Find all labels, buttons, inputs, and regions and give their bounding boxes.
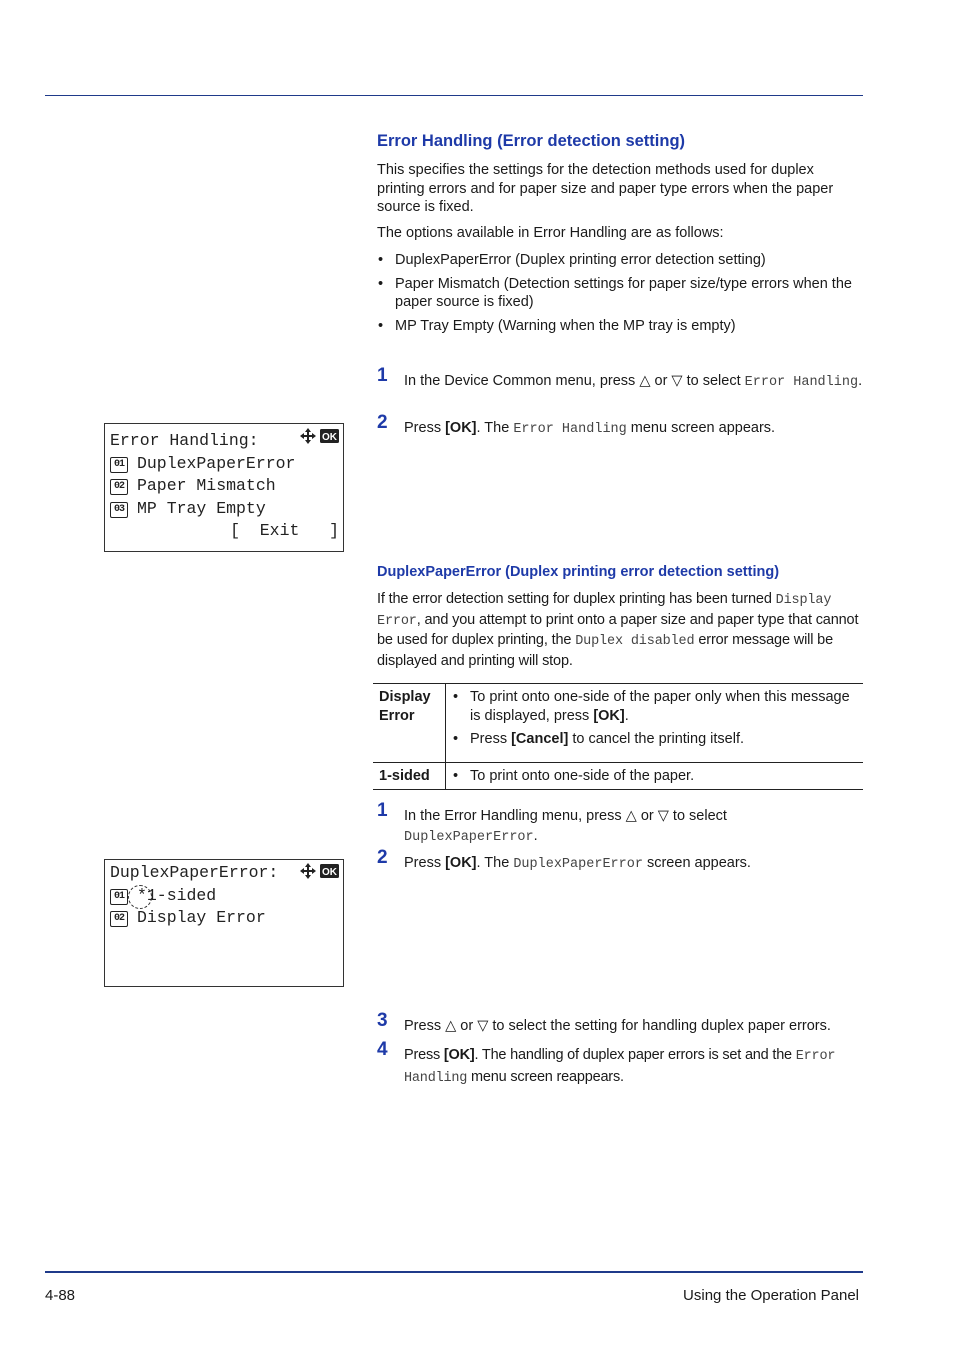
svg-text:OK: OK [322, 867, 337, 878]
header-rule [45, 95, 863, 96]
step-1: 1 In the Device Common menu, press △ or ▽ to select Error Handling. [377, 365, 863, 390]
step-3: 3 Press △ or ▽ to select the setting for handling duplex paper errors. [377, 1010, 831, 1034]
options-list [377, 251, 863, 340]
lcd-menu-item: 03 MP Tray Empty [110, 498, 339, 520]
lcd-menu-item: 02 Paper Mismatch [110, 475, 339, 497]
lcd-menu-item: 01 DuplexPaperError [110, 453, 339, 475]
step-number: 4 [377, 1039, 388, 1060]
list-item: • MP Tray Empty (Warning when the MP tray is empty) [377, 317, 863, 336]
table-label: 1-sided [373, 762, 446, 790]
list-item: • To print onto one-side of the paper. [452, 767, 857, 786]
step-2: 2 Press [OK]. The DuplexPaperError screen appears. [377, 847, 751, 872]
step-number: 2 [377, 412, 388, 433]
nav-ok-icon [300, 427, 340, 445]
code-text: Duplex disabled [575, 634, 695, 649]
step-number: 3 [377, 1010, 388, 1031]
step-2: 2 Press [OK]. The Error Handling menu screen appears. [377, 412, 776, 437]
section-heading-error-handling: Error Handling (Error detection setting) [377, 132, 686, 150]
duplex-paragraph: If the error detection setting for duplex printing has been turned Display Error, and you attempt to print onto a paper size and paper type that cannot be used for duplex printing, the Duplex disabled error message will be displayed and printing will stop. [377, 591, 859, 669]
lcd-duplex-paper-error-screen [104, 859, 344, 987]
table-label: Display Error [373, 684, 446, 763]
nav-ok-icon [300, 862, 340, 880]
svg-text:OK: OK [322, 432, 337, 443]
footer-rule [45, 1271, 863, 1273]
table-row [373, 762, 863, 790]
lcd-error-handling-screen [104, 423, 344, 552]
step-number: 1 [377, 800, 388, 821]
selection-highlight [128, 885, 152, 909]
lcd-exit-softkey: [ Exit ] [230, 521, 339, 540]
table-row [373, 684, 863, 763]
code-text: Error Handling [513, 422, 627, 437]
lcd-menu-item-selected: 01 *1-sided [110, 885, 339, 907]
code-text: DuplexPaperError [513, 857, 643, 872]
code-text: DuplexPaperError [404, 830, 534, 845]
list-item: • Press [Cancel] to cancel the printing itself. [452, 730, 857, 749]
settings-table [373, 683, 863, 790]
step-number: 1 [377, 365, 388, 386]
options-lead: The options available in Error Handling are as follows: [377, 225, 724, 241]
step-number: 2 [377, 847, 388, 868]
step-1: 1 In the Error Handling menu, press △ or ▽ to select DuplexPaperError. [377, 800, 727, 845]
step-4: 4 Press [OK]. The handling of duplex paper errors is set and the Error Handling menu screen reappears. [377, 1039, 836, 1086]
list-item: • DuplexPaperError (Duplex printing error detection setting) [377, 251, 863, 270]
code-text: Error Handling [404, 1049, 836, 1086]
lcd-title: DuplexPaperError: [110, 863, 279, 882]
lcd-title: Error Handling: [110, 431, 259, 450]
lcd-menu-item: 02 Display Error [110, 907, 339, 929]
intro-paragraph: This specifies the settings for the detection methods used for duplex printing errors and for paper size and paper type errors when the paper source is fixed. [377, 162, 834, 215]
section-heading-duplex-paper-error: DuplexPaperError (Duplex printing error detection setting) [377, 564, 780, 580]
list-item: • To print onto one-side of the paper only when this message is displayed, press [OK]. [452, 688, 857, 725]
list-item: • Paper Mismatch (Detection settings for paper size/type errors when the paper source is fixed) [377, 275, 863, 312]
page-number: 4-88 [45, 1287, 76, 1304]
chapter-title: Using the Operation Panel [683, 1287, 859, 1304]
code-text: Display Error [377, 593, 832, 629]
code-text: Error Handling [744, 375, 859, 390]
